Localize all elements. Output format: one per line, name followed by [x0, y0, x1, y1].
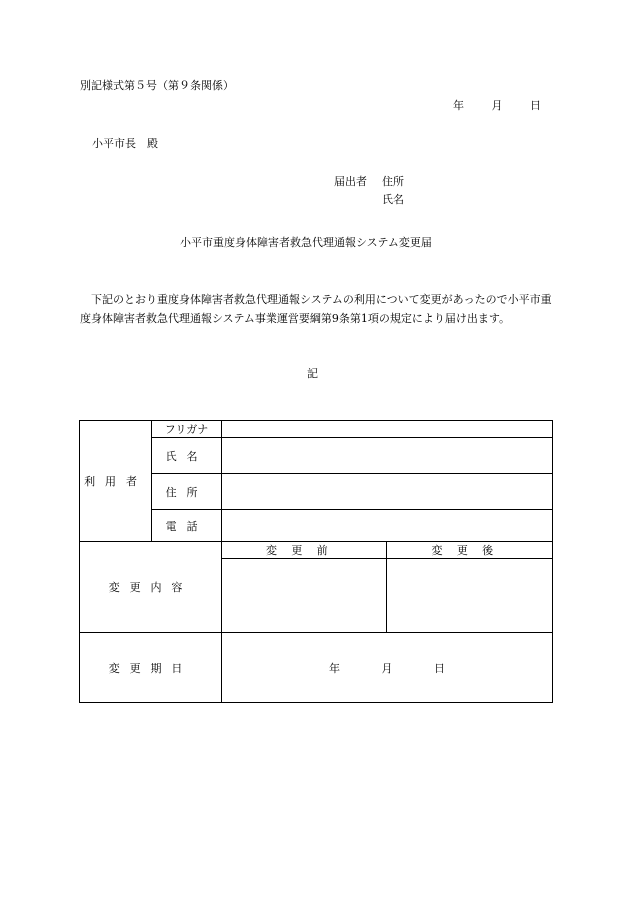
header-date-year: 年 [453, 99, 464, 112]
phone-label: 電話 [165, 519, 208, 533]
change-date-year: 年 [329, 661, 340, 675]
after-label-cell [387, 542, 553, 559]
notifier-address-label: 住所 [382, 175, 404, 188]
furigana-label: フリガナ [164, 423, 209, 436]
user-header-cell [80, 421, 152, 542]
furigana-label-cell [152, 421, 222, 438]
before-label-cell [222, 542, 387, 559]
before-field[interactable] [222, 559, 387, 633]
form-number: 別記様式第５号（第９条関係） [80, 79, 234, 92]
user-header: 利用者 [84, 475, 147, 488]
change-date-label: 変更期日 [108, 661, 193, 675]
change-content-label: 変更内容 [108, 581, 193, 594]
header-date-day: 日 [530, 99, 541, 112]
address-field[interactable] [222, 474, 553, 510]
addressee: 小平市長 殿 [92, 137, 158, 150]
name-field[interactable] [222, 438, 553, 474]
after-field[interactable] [387, 559, 553, 633]
change-date-label-cell [80, 633, 222, 703]
change-date-field[interactable] [222, 633, 553, 703]
address-label: 住所 [165, 485, 208, 499]
notifier-label: 届出者 [334, 175, 367, 188]
name-label-cell [152, 438, 222, 474]
after-label: 変更後 [431, 544, 508, 557]
change-content-label-cell [80, 542, 222, 633]
name-label: 氏名 [165, 449, 208, 463]
furigana-field[interactable] [222, 421, 553, 438]
phone-label-cell [152, 510, 222, 542]
phone-field[interactable] [222, 510, 553, 542]
before-label: 変更前 [266, 544, 342, 557]
ki-label: 記 [307, 367, 318, 380]
header-date [453, 99, 541, 113]
change-date-day: 日 [434, 661, 445, 675]
body-text: 下記のとおり重度身体障害者救急代理通報システムの利用について変更があったので小平市重度身体障害者救急代理通報システム事業運営要綱第9条第1項の規定により届け出ます。 [80, 293, 552, 325]
address-label-cell [152, 474, 222, 510]
header-date-month: 月 [491, 99, 503, 112]
change-form-table [79, 420, 553, 703]
document-title: 小平市重度身体障害者救急代理通報システム変更届 [180, 236, 432, 249]
notifier-name-label: 氏名 [382, 193, 404, 206]
change-date-month: 月 [381, 661, 393, 675]
